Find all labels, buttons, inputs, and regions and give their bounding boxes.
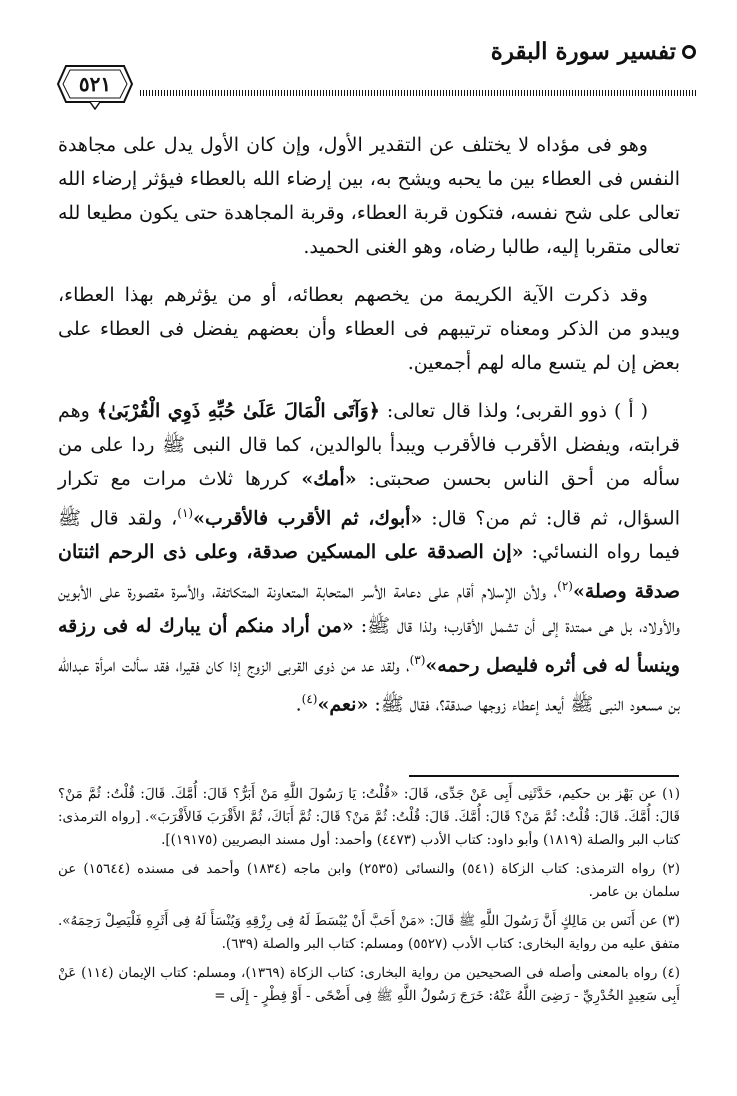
text-run: ( أ ) ذوو القربى؛ ولذا قال تعالى: (379, 400, 648, 422)
hadith-quote: «من أراد منكم أن يبارك له فى رزقه وينسأ له فى أثره فليصل رحمه» (58, 614, 680, 676)
hadith-quote: «أمك» (301, 468, 357, 490)
hadith-quote: «نعم» (317, 693, 369, 716)
main-text (58, 128, 680, 735)
paragraph: وقد ذكرت الآية الكريمة من يخصهم بعطائه، أو من يؤثرهم بهذا العطاء، ويبدو من الذكر ومعناه ترتيبهم فى العطاء وأن بعضهم يفضل فى العطاء على بعض إن لم يتسع ماله لهم أجمعين. (58, 284, 680, 374)
quran-verse: ﴿وَآتَى الْمَالَ عَلَىٰ حُبِّهِ ذَوِي الْقُرْبَىٰ﴾ (96, 400, 380, 422)
paragraph-relatives (58, 394, 680, 721)
footnotes (58, 783, 680, 1014)
text-run: ، ولقد عد من ذوى القربى الزوج إذا كان فقيرا، فقد سألت امرأة عبدالله بن مسعود النبى ﷺ أيعد إعطاء زوجها صدقة؟، فقال ﷺ: (58, 653, 680, 716)
footnote-ref[interactable]: (١) (177, 506, 194, 520)
footnote: (٢) رواه الترمذى: كتاب الزكاة (٥٤١) والنسائى (٢٥٣٥) وابن ماجه (١٨٣٤) وأحمد فى مسنده (١٥٦٤٤) عن سلمان بن عامر. (58, 861, 681, 900)
chapter-title: تفسير سورة البقرة (490, 38, 676, 65)
text-run: وهم قرابته، ويفضل الأقرب فالأقرب ويبدأ بالوالدين، كما قال النبى ﷺ ردا على من سأله من أحق الناس بحسن صحبتى: (58, 400, 680, 490)
page-header (56, 40, 696, 110)
text-run: ، ولقد قال ﷺ فيما رواه النسائي: (58, 507, 681, 564)
footnote: (٤) رواه بالمعنى وأصله فى الصحيحين من رواية البخارى: كتاب الزكاة (١٣٦٩)، ومسلم: كتاب الإيمان (١١٤) عَنْ أَبِى سَعِيدٍ الخُدْرِيِّ - رَضِىَ اللَّهُ عَنْهُ: خَرَجَ رَسُولُ اللَّهِ ﷺ فِى أَضْحًى - أَوْ فِطْرٍ - إِلَى = (58, 965, 680, 1004)
hadith-quote: «إن الصدقة على المسكين صدقة، وعلى ذى الرحم اثنتان صدقة وصلة» (58, 541, 680, 603)
hadith-quote: «أبوك، ثم الأقرب فالأقرب» (193, 507, 423, 530)
page-number-badge (56, 58, 134, 110)
footnote: (١) عن بَهْز بن حكيم، حَدَّثَنِى أَبِى عَنْ جَدِّى، قَالَ: «قُلْتُ: يَا رَسُولَ اللَّهِ مَنْ أَبَرُّ؟ قَالَ: أُمَّكَ. قَالَ: قُلْتُ: ثُمَّ مَنْ؟ قَالَ: أُمَّكَ. قَالَ: قُلْتُ: ثُمَّ مَنْ؟ قَالَ: أُمَّكَ. قَالَ: قُلْتُ: ثُمَّ مَنْ؟ قَالَ: ثُمَّ أَبَاكَ، ثُمَّ الأَقْرَبَ فَالأَقْرَبَ». [رواه الترمذى: كتاب البر والصلة (١٨١٩) وأبو داود: كتاب الأدب (٤٤٧٣) وأحمد: أول مسند البصريين (١٩١٧٥)]. (58, 786, 680, 848)
header-dotted-rule (140, 90, 696, 96)
footnote-ref[interactable]: (٣) (409, 652, 426, 667)
page-number: ٥٢١ (78, 72, 112, 96)
paragraph: وهو فى مؤداه لا يختلف عن التقدير الأول، وإن كان الأول يدل على مجاهدة النفس فى العطاء بين ما يحبه ويشح به، بين إرضاء الله بالعطاء فيؤثر إرضاء الله تعالى على شح نفسه، فتكون قربة العطاء، وقربة المجاهدة حتى يكون مطيعا لله تعالى متقربا إليه، طالبا رضاه، وهو الغنى الحميد. (58, 134, 680, 258)
text-run: ، ولأن الإسلام أقام على دعامة الأسر المتحابة المتعاونة المتكاتفة، والأسرة مقصورة على الأبوين والأولاد، بل هى ممتدة إلى أن تشمل الأقارب؛ ولذا قال ﷺ: (58, 580, 681, 637)
footnote-ref[interactable]: (٢) (557, 579, 573, 594)
footnote-separator (409, 775, 679, 777)
running-title (491, 40, 696, 63)
footnote: (٣) عن أَنَس بن مَالِكٍ أَنَّ رَسُولَ اللَّهِ ﷺ قَالَ: «مَنْ أَحَبَّ أَنْ يُبْسَطَ لَهُ فِى رِزْقِهِ وَيُنْسَأَ لَهُ فِى أَثَرِهِ فَلْيَصِلْ رَحِمَهُ». متفق عليه من رواية البخارى: كتاب الأدب (٥٥٢٧) ومسلم: كتاب البر والصلة (٦٣٩). (58, 913, 680, 952)
ornament-icon (682, 45, 696, 59)
footnote-ref[interactable]: (٤) (301, 691, 318, 706)
text-run: . (295, 693, 302, 716)
text-run: كررها ثلاث مرات مع تكرار السؤال، ثم قال: ثم من؟ قال: (58, 468, 680, 530)
